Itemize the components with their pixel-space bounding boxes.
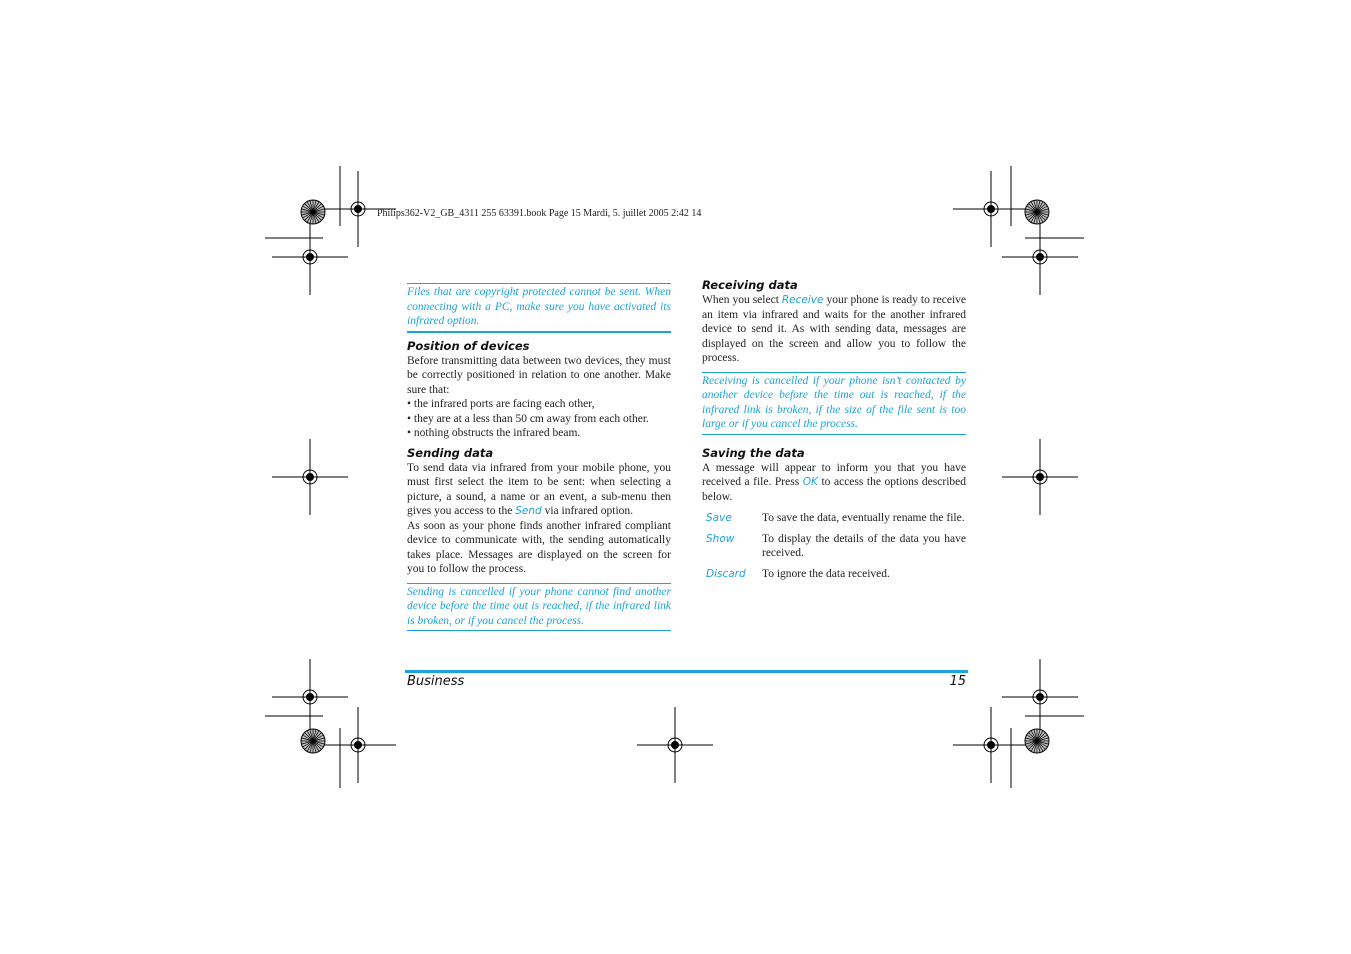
left-column	[407, 283, 671, 631]
position-bullet-list	[407, 397, 671, 441]
list-item: • nothing obstructs the infrared beam.	[407, 426, 671, 441]
saving-title: Saving the data	[702, 445, 805, 460]
send-keyword: Send	[515, 505, 542, 517]
registration-mark-icon	[1002, 439, 1078, 515]
right-column	[702, 278, 966, 581]
sending-body-2: As soon as your phone finds another infrared compliant device to communicate with, the sending automatically takes place. Messages are displayed on the screen for you to follow the process.	[407, 519, 671, 575]
print-header: Philips362-V2_GB_4311 255 63391.book Page 15 Mardi, 5. juillet 2005 2:42 14	[377, 208, 702, 219]
sending-body	[407, 461, 671, 519]
list-item: • they are at a less than 50 cm away from each other.	[407, 412, 671, 427]
receiving-text-b: your phone is ready to receive an item via infrared and waits for the another infrared device to send it. As with sending data, messages are displayed on the screen and allow you to follow the process.	[702, 294, 967, 364]
ok-keyword: OK	[802, 476, 818, 488]
saving-body	[702, 461, 966, 505]
option-key: Save	[706, 512, 732, 524]
option-desc: To ignore the data received.	[762, 567, 890, 580]
position-body: Before transmitting data between two devices, they must be correctly positioned in relation to one another. Make sure that:	[407, 354, 671, 396]
receiving-title: Receiving data	[702, 278, 798, 292]
sending-title: Sending data	[407, 445, 494, 460]
receiving-text-a: When you select	[702, 294, 782, 306]
registration-mark-icon	[953, 171, 1029, 247]
option-key: Show	[706, 532, 735, 545]
sending-text-b: via infrared option.	[541, 505, 634, 517]
color-target-icon	[1025, 729, 1049, 753]
option-row-show	[702, 532, 966, 561]
option-key: Discard	[706, 567, 746, 580]
registration-mark-icon	[272, 219, 348, 295]
color-target-icon	[301, 200, 325, 224]
sending-note: Sending is cancelled if your phone cannot find another device before the time out is reached, if the infrared link is broken, or if you cancel the process.	[407, 583, 671, 632]
registration-mark-icon	[637, 707, 713, 783]
receiving-body	[702, 293, 966, 366]
footer-section: Business	[407, 674, 465, 689]
footer-rule	[405, 670, 968, 673]
color-target-icon	[1025, 200, 1049, 224]
saving-text-a: A message will appear to inform you that you have received a file. Press	[702, 461, 966, 488]
option-row-save	[702, 511, 966, 526]
sending-text-a: To send data via infrared from your mobile phone, you must first select the item to be sent: when selecting a picture, a sound, a name or an event, a sub-menu then gives you access to the	[407, 461, 671, 517]
page-number: 15	[949, 674, 966, 689]
position-title: Position of devices	[407, 338, 530, 353]
registration-mark-icon	[1002, 219, 1078, 295]
saving-text-b: to access the options described below.	[702, 476, 966, 503]
registration-mark-icon	[320, 707, 396, 783]
list-item: • the infrared ports are facing each other,	[407, 397, 671, 412]
receive-keyword: Receive	[781, 294, 824, 306]
option-desc: To save the data, eventually rename the file.	[762, 512, 965, 524]
option-desc: To display the details of the data you have received.	[762, 532, 966, 559]
color-target-icon	[301, 729, 325, 753]
registration-mark-icon	[953, 707, 1029, 783]
receiving-note: Receiving is cancelled if your phone isn’t contacted by another device before the time out is reached, if the infrared link is broken, if the size of the file sent is too large or if you cancel the process.	[702, 372, 966, 435]
copyright-note: Files that are copyright protected cannot be sent. When connecting with a PC, make sure you have activated its infrared option.	[407, 283, 671, 333]
registration-mark-icon	[1002, 659, 1078, 735]
registration-mark-icon	[272, 439, 348, 515]
option-row-discard	[702, 567, 966, 582]
registration-mark-icon	[272, 659, 348, 735]
